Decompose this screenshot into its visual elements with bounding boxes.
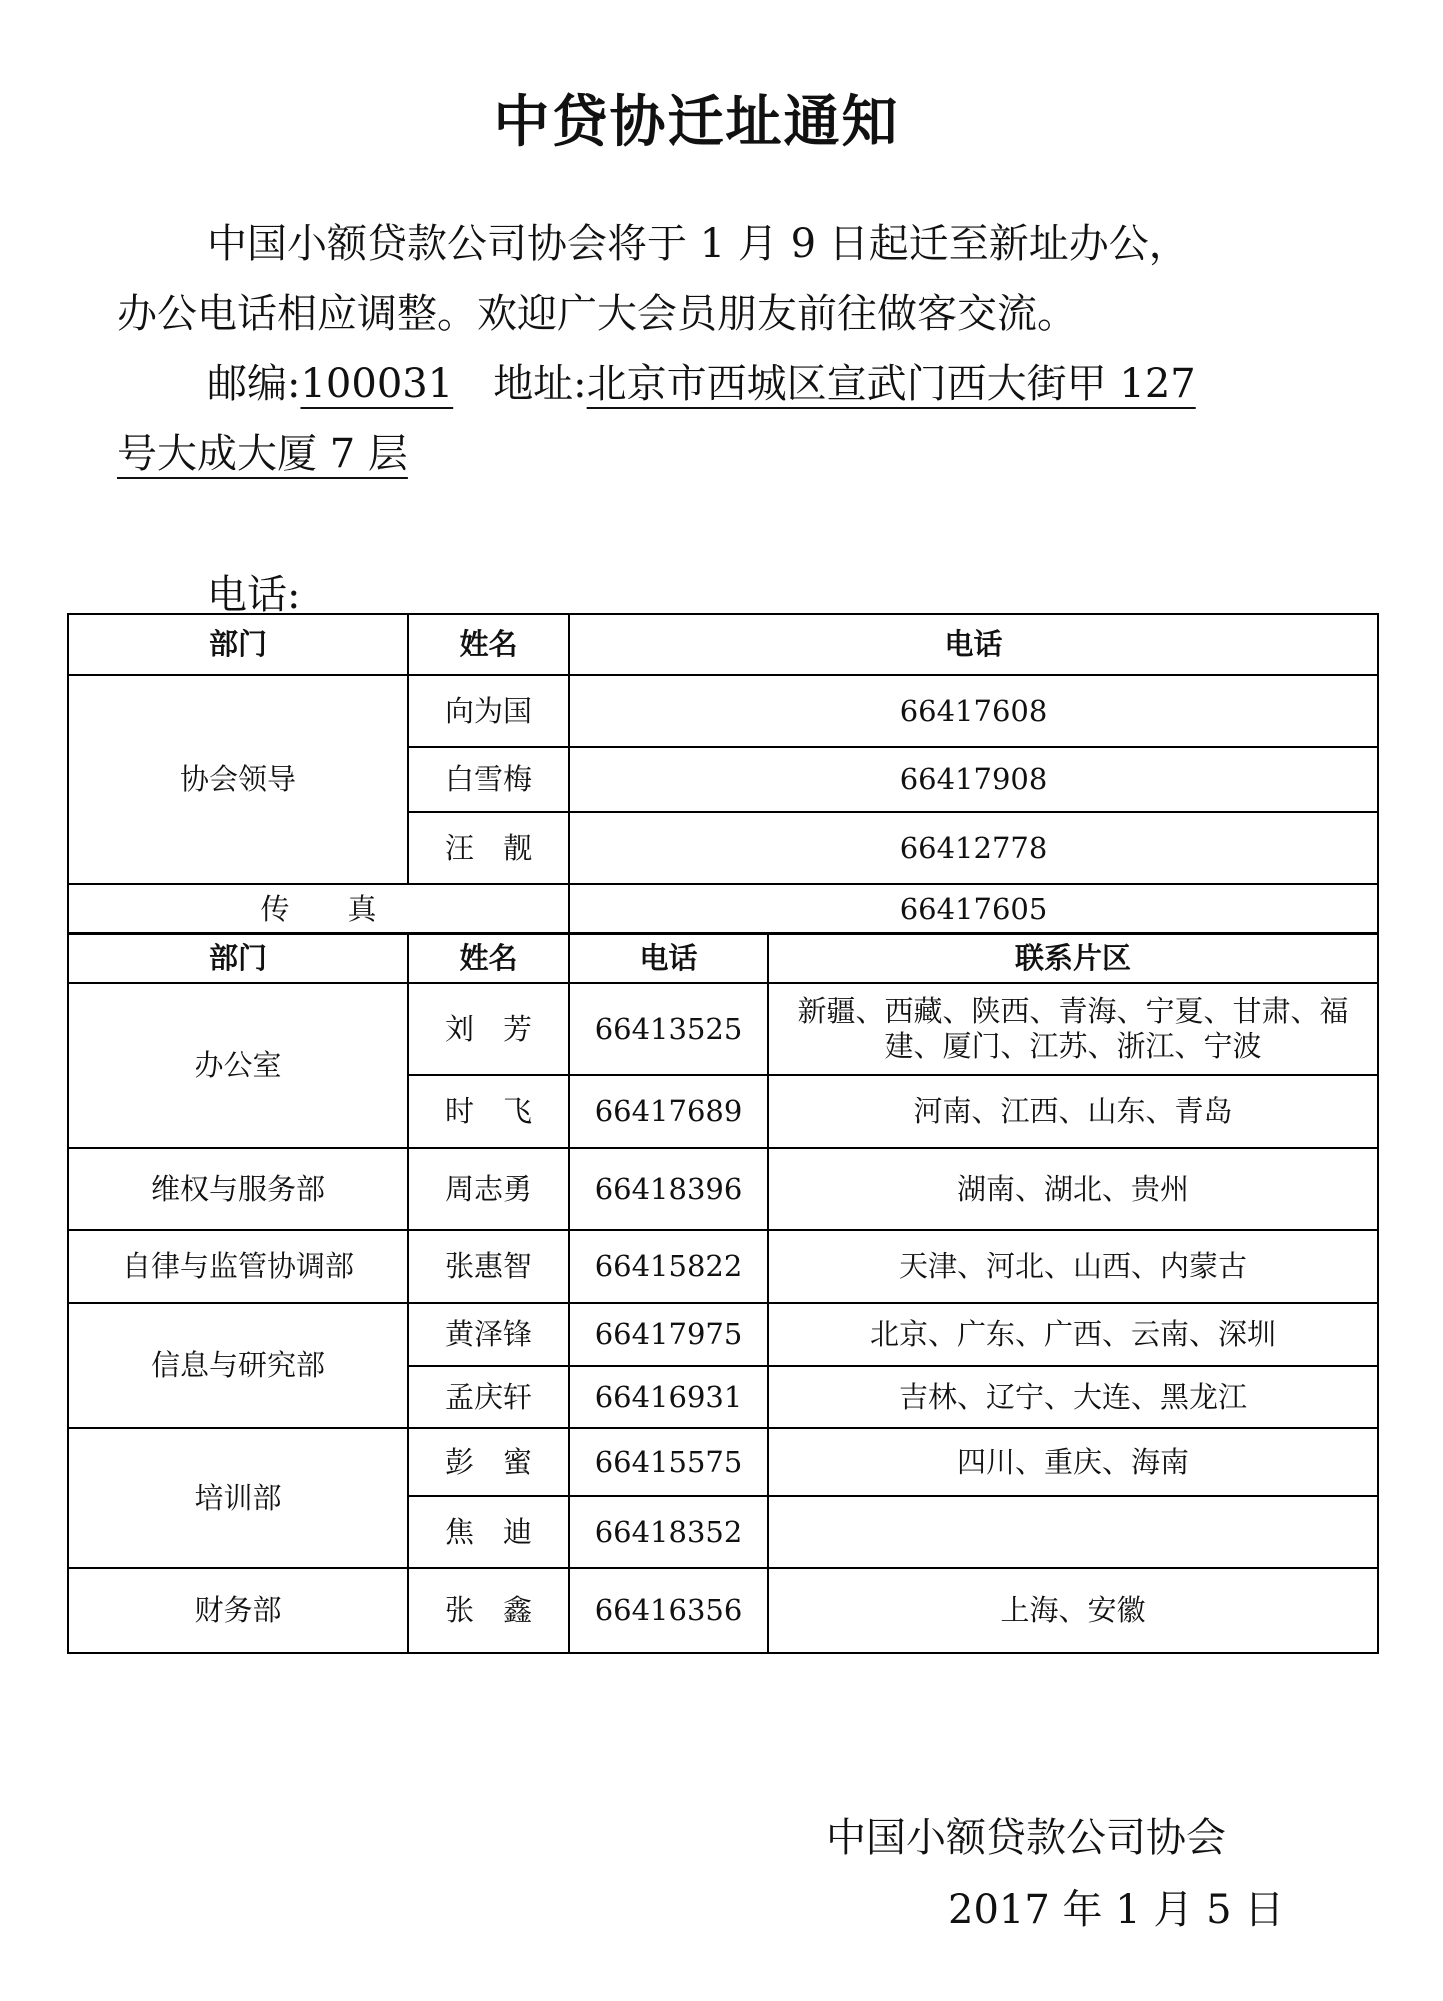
page-title: 中贷协迁址通知 — [493, 90, 900, 155]
phone-cell: 66417975 — [569, 1303, 768, 1366]
name-cell: 焦 迪 — [408, 1496, 569, 1568]
phone-cell: 66418352 — [569, 1496, 768, 1568]
address-label: 地址: — [493, 361, 587, 407]
name-cell: 白雪梅 — [408, 747, 569, 812]
signature-org: 中国小额贷款公司协会 — [826, 1815, 1226, 1861]
header-dept: 部门 — [68, 933, 408, 983]
fax-row — [68, 884, 1378, 934]
dept-cell: 协会领导 — [68, 675, 408, 884]
name-cell: 黄泽锋 — [408, 1303, 569, 1366]
dept-cell: 自律与监管协调部 — [68, 1230, 408, 1303]
header-name: 姓名 — [408, 933, 569, 983]
area-cell: 四川、重庆、海南 — [768, 1428, 1378, 1496]
intro-line-2: 办公电话相应调整。欢迎广大会员朋友前往做客交流。 — [117, 291, 1077, 337]
area-cell: 河南、江西、山东、青岛 — [768, 1075, 1378, 1148]
name-cell: 刘 芳 — [408, 983, 569, 1075]
area-cell: 上海、安徽 — [768, 1568, 1378, 1653]
dept-cell: 培训部 — [68, 1428, 408, 1568]
fax-label: 传 真 — [68, 884, 569, 934]
area-cell: 新疆、西藏、陕西、青海、宁夏、甘肃、福建、厦门、江苏、浙江、宁波 — [768, 983, 1378, 1075]
name-cell: 张惠智 — [408, 1230, 569, 1303]
header-phone: 电话 — [569, 614, 1378, 675]
address-value-part1: 北京市西城区宣武门西大街甲 127 — [586, 361, 1196, 407]
table-row — [68, 1428, 1378, 1496]
dept-cell: 财务部 — [68, 1568, 408, 1653]
area-cell: 天津、河北、山西、内蒙古 — [768, 1230, 1378, 1303]
area-cell: 吉林、辽宁、大连、黑龙江 — [768, 1366, 1378, 1428]
name-cell: 彭 蜜 — [408, 1428, 569, 1496]
name-cell: 向为国 — [408, 675, 569, 747]
table-row — [68, 1303, 1378, 1366]
table-row — [68, 1568, 1378, 1653]
header-area: 联系片区 — [768, 933, 1378, 983]
fax-value: 66417605 — [569, 884, 1378, 934]
area-cell: 北京、广东、广西、云南、深圳 — [768, 1303, 1378, 1366]
table-row — [68, 1230, 1378, 1303]
leadership-phone-table — [67, 613, 1379, 935]
area-cell: 湖南、湖北、贵州 — [768, 1148, 1378, 1230]
header-phone: 电话 — [569, 933, 768, 983]
dept-cell: 信息与研究部 — [68, 1303, 408, 1428]
phone-cell: 66416931 — [569, 1366, 768, 1428]
dept-cell: 维权与服务部 — [68, 1148, 408, 1230]
department-contact-table — [67, 932, 1379, 1654]
postcode-value: 100031 — [300, 361, 454, 407]
phone-cell: 66416356 — [569, 1568, 768, 1653]
postcode-label: 邮编: — [207, 361, 301, 407]
phone-cell: 66415822 — [569, 1230, 768, 1303]
phone-cell: 66415575 — [569, 1428, 768, 1496]
table-header-row — [68, 614, 1378, 675]
phone-cell: 66412778 — [569, 812, 1378, 884]
table-row — [68, 983, 1378, 1075]
postcode-address-line — [207, 352, 1196, 409]
phone-cell: 66413525 — [569, 983, 768, 1075]
phone-label: 电话: — [207, 572, 301, 618]
phone-cell: 66417689 — [569, 1075, 768, 1148]
area-cell — [768, 1496, 1378, 1568]
table-row — [68, 675, 1378, 747]
name-cell: 周志勇 — [408, 1148, 569, 1230]
table-header-row — [68, 933, 1378, 983]
signature-date: 2017 年 1 月 5 日 — [948, 1887, 1285, 1933]
dept-cell: 办公室 — [68, 983, 408, 1148]
phone-cell: 66417908 — [569, 747, 1378, 812]
intro-line-1: 中国小额贷款公司协会将于 1 月 9 日起迁至新址办公， — [207, 221, 1189, 267]
name-cell: 孟庆轩 — [408, 1366, 569, 1428]
phone-cell: 66417608 — [569, 675, 1378, 747]
address-line-2 — [117, 422, 408, 479]
name-cell: 时 飞 — [408, 1075, 569, 1148]
name-cell: 张 鑫 — [408, 1568, 569, 1653]
phone-cell: 66418396 — [569, 1148, 768, 1230]
table-row — [68, 1148, 1378, 1230]
header-name: 姓名 — [408, 614, 569, 675]
address-value-part2: 号大成大厦 7 层 — [117, 431, 408, 477]
name-cell: 汪 靓 — [408, 812, 569, 884]
header-dept: 部门 — [68, 614, 408, 675]
